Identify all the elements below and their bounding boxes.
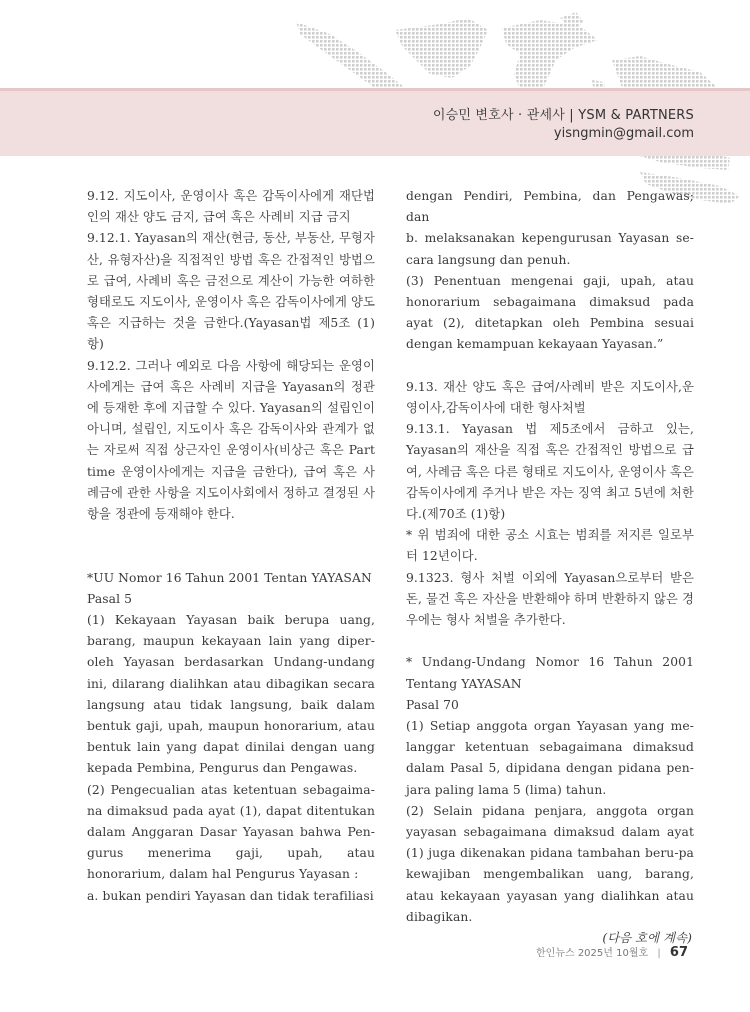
page-number: 67	[669, 945, 688, 960]
right-column	[406, 186, 694, 949]
paragraph: (3) Penentuan mengenai gaji, upah, atau honorarium sebagaimana dimaksud pada ayat (2), ditetapkan oleh Pembina sesuai dengan kemampuan kekayaan Yayasan.”	[406, 273, 694, 352]
paragraph: a. bukan pendiri Yayasan dan tidak terafiliasi	[87, 888, 374, 903]
paragraph: 9.1323. 형사 처벌 이외에 Yayasan으로부터 받은 돈, 물건 혹은 자산을 반환해야 하며 반환하지 않은 경우에는 형사 처벌을 추가한다.	[406, 570, 694, 628]
paragraph: (2) Selain pidana penjara, anggota organ yayasan sebagaimana dimaksud dalam ayat (1) juga dikenakan pidana tambahan beru-pa kewajiban mengembalikan uang, barang, atau kekayaan yayasan yang dialihkan atau dibagikan.	[406, 803, 694, 924]
publication-name: 한인뉴스 2025년 10월호	[536, 948, 649, 959]
law-citation-heading: *UU Nomor 16 Tahun 2001 Tentan YAYASAN	[87, 570, 372, 585]
page-footer	[536, 944, 688, 960]
author-email: yisngmin@gmail.com	[553, 126, 694, 141]
author-byline: 이승민 변호사 · 관세사 | YSM & PARTNERS	[432, 108, 694, 123]
continued-note: (다음 호에 계속)	[602, 931, 692, 946]
law-citation-heading: * Undang-Undang Nomor 16 Tahun 2001 Tentang YAYASAN	[406, 655, 694, 691]
footer-divider: |	[657, 948, 661, 959]
section-heading: 9.13. 재산 양도 혹은 급여/사례비 받은 지도이사,운영이사,감독이사에 대한 형사처벌	[406, 379, 694, 416]
article-heading: Pasal 5	[87, 591, 133, 606]
left-column	[87, 186, 375, 907]
paragraph: 9.12.2. 그러나 예외로 다음 사항에 해당되는 운영이사에게는 급여 혹은 사례비 지급을 Yayasan의 정관에 등재한 후에 지급할 수 있다. Yayasan의 설립인이 아니며, 설립인, 지도이사 혹은 감독이사와 관계가 없는 자로써 직접 상근자인 운영이사(비상근 혹은 Part time 운영이사에게는 지급을 금한다), 급여 혹은 사례금에 관한 사항을 지도이사회에서 정하고 결정된 사항을 정관에 등재해야 한다.	[87, 358, 375, 522]
section-heading: 9.12. 지도이사, 운영이사 혹은 감독이사에게 재단법인의 재산 양도 금지, 급여 혹은 사례비 지급 금지	[87, 189, 375, 225]
paragraph: * 위 범죄에 대한 공소 시효는 범죄를 저지른 일로부터 12년이다.	[406, 528, 694, 564]
article-heading: Pasal 70	[406, 697, 459, 712]
paragraph: 9.12.1. Yayasan의 재산(현금, 동산, 부동산, 무형자산, 유형자산)을 직접적인 방법 혹은 간접적인 방법으로 급여, 사례비 혹은 금전으로 계산이 가능한 여하한 형태로도 지도이사, 운영이사 혹은 감독이사에게 양도 혹은 지급하는 것을 금한다.(Yayasan법 제5조 (1)항)	[87, 231, 375, 352]
header-band-accent	[0, 88, 750, 91]
paragraph: dengan Pendiri, Pembina, dan Pengawas; dan	[406, 189, 694, 225]
paragraph: b. melaksanakan kepengurusan Yayasan se-cara langsung dan penuh.	[406, 231, 694, 267]
paragraph: (2) Pengecualian atas ketentuan sebagaima-na dimaksud pada ayat (1), dapat ditentukan dalam Anggaran Dasar Yayasan bahwa Pen-gurus menerima gaji, upah, atau honorarium, dalam hal Pengurus Yayasan :	[87, 782, 375, 882]
paragraph: (1) Setiap anggota organ Yayasan yang me-langgar ketentuan sebagaimana dimaksud dalam Pasal 5, dipidana dengan pidana pen-jara paling lama 5 (lima) tahun.	[406, 719, 694, 797]
paragraph: (1) Kekayaan Yayasan baik berupa uang, barang, maupun kekayaan lain yang diper-oleh Yayasan berdasarkan Undang-undang ini, dilarang dialihkan atau dibagikan secara langsung atau tidak langsung, baik dalam bentuk gaji, upah, maupun honorarium, atau bentuk lain yang dapat dinilai dengan uang kepada Pembina, Pengurus dan Pengawas.	[87, 613, 375, 776]
paragraph: 9.13.1. Yayasan 법 제5조에서 금하고 있는, Yayasan의 재산을 직접 혹은 간접적인 방법으로 급여, 사례금 혹은 다른 형태로 지도이사, 운영이사 혹은 감독이사에게 주거나 받은 자는 징역 최고 5년에 처한다.(제70조 (1)항)	[406, 422, 694, 522]
